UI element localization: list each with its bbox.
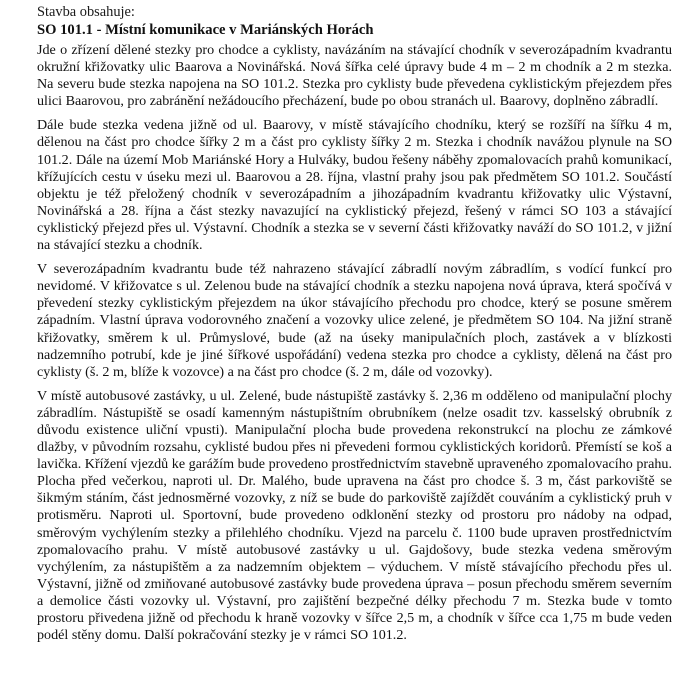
section-heading: SO 101.1 - Místní komunikace v Mariánských Horách [37,22,374,38]
paragraph: V severozápadním kvadrantu bude též nahrazeno stávající zábradlí novým zábradlím, s vodící funkcí pro nevidomé. V křižovatce s ul. Zelenou bude na stávající chodník a stezku napojena nová úprava, která spočívá v převedení stezky cyklistickým přejezdem na úkor stávajícího přechodu pro chodce, který se posune směrem západním. Vlastní úprava vodorovného značení a vozovky ulice zelené, je předmětem SO 104. Na jižní straně křižovatky, směrem k ul. Průmyslové, bude (až na úseky manipulačních ploch, zastávek a v blízkosti nadzemního potrubí, kde je jiné šířkové uspořádání) vedena stezka pro chodce a cyklisty, dělená na část pro cyklisty (š. 2 m, blíže k vozovce) a na část pro chodce (š. 2 m, dále od vozovky). [37,261,672,380]
paragraph: Jde o zřízení dělené stezky pro chodce a cyklisty, navázáním na stávající chodník v severozápadním kvadrantu okružní křižovatky ulic Baarova a Novinářská. Nová šířka celé úpravy bude 4 m – 2 m chodník a 2 m stezka. Na severu bude stezka napojena na SO 101.2. Stezka pro cyklisty bude převedena cyklistickým přejezdem přes ulici Baarovou, pro zabránění nežádoucího přecházení, bude po obou stranách ul. Baarovy, doplněno zábradlí. [37,42,672,110]
intro-text: Stavba obsahuje: [37,4,135,20]
paragraph: Dále bude stezka vedena jižně od ul. Baarovy, v místě stávajícího chodníku, který se rozšíří na šířku 4 m, dělenou na část pro chodce šířky 2 m a část pro cyklisty šířky 2 m. Stezka i chodník navážou plynule na SO 101.2. Dále na území Mob Mariánské Hory a Hulváky, budou řešeny náběhy zpomalovacích prahů komunikací, křížujících cestu v úseku mezi ul. Baarovou a 28. října, vlastní prahy jsou pak předmětem SO 101.2. Součástí objektu je též přeložený chodník v severozápadním a jihozápadním kvadrantu křižovatky ulic Výstavní, Novinářská a 28. října a část stezky navazující na cyklistický přejezd, řešený v rámci SO 103 a stávající cyklistický přejezd přes ul. Výstavní. Chodník a stezka se v severní části křižovatky naváží do SO 101.2, v jižní na stávající stezku a chodník. [37,117,672,254]
paragraph: V místě autobusové zastávky, u ul. Zelené, bude nástupiště zastávky š. 2,36 m odděleno od manipulační plochy zábradlím. Nástupiště se osadí kamenným nástupištním obrubníkem (nelze osadit tzv. kasselský obrubník z důvodu existence uliční vpusti). Manipulační plocha bude provedena rekonstrukcí na plochu ze zámkové dlažby, v původním rozsahu, cyklisté budou přes ni převedeni formou cyklistických koridorů. Přemístí se koš a lavička. Křížení vjezdů ke garážím bude provedeno prostřednictvím stavebně upraveného zpomalovacího prahu. Plocha před večerkou, naproti ul. Dr. Malého, bude upravena na část pro chodce š. 3 m, část parkoviště se šikmým stáním, část jednosměrné vozovky, z níž se bude do parkoviště zajíždět couváním a cyklistický pruh v protisměru. Naproti ul. Sportovní, bude provedeno odklonění stezky od prostoru pro nádoby na odpad, směrovým vychýlením stezky a přilehlého chodníku. Vjezd na parcelu č. 1100 bude upraven prostřednictvím zpomalovacího prahu. V místě autobusové zastávky u ul. Gajdošovy, bude stezka vedena směrovým vychýlením, za nástupištěm a za nadzemním objektem – výduchem. V místě stávajícího přechodu přes ul. Výstavní, jižně od zmiňované autobusové zastávky bude provedena úprava – posun přechodu směrem severním a demolice části vozovky ul. Výstavní, pro zajištění bezpečné délky přechodu 7 m. Stezka bude v tomto prostoru přivedena jižně od přechodu k hraně vozovky v šířce 2,5 m, a chodník v šířce cca 1,75 m bude veden podél stěny domu. Další pokračování stezky je v rámci SO 101.2. [37,387,672,644]
